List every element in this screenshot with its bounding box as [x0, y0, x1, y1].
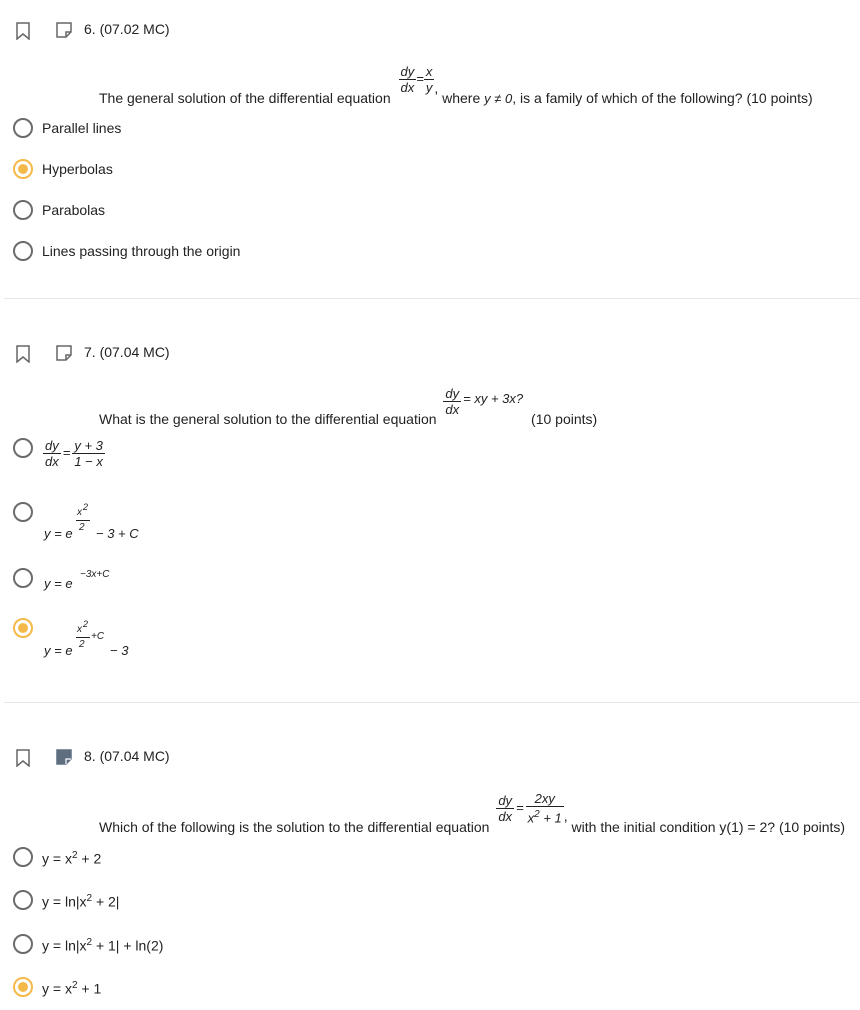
question-prompt: The general solution of the differential equation $\frac{dy}{dx}$ = $\frac{x}{y}$ , where y ≠ 0, is a family of which of the following? (10 points) [99, 64, 813, 107]
equation-fraction: $\frac{dy}{dx}$ [445, 386, 460, 417]
option-c-expression: y = e −3x+C [44, 569, 110, 591]
question-prompt: What is the general solution to the differential equation $\frac{dy}{dx}$ = xy + 3x? (10 points) [99, 386, 598, 428]
option-parallel-lines[interactable]: Parallel lines [13, 118, 121, 138]
question-prompt: Which of the following is the solution to the differential equation $\frac{dy}{dx}$ = $\frac{2xy}{x^2 + 1}$ , with the initial condition y(1) = 2? (10 points) [99, 791, 846, 835]
question-title: 7. (07.04 MC) [84, 344, 170, 360]
option-lines-through-origin[interactable]: Lines passing through the origin [13, 241, 240, 261]
option-c[interactable] [13, 568, 33, 588]
note-icon[interactable] [55, 344, 73, 362]
option-b[interactable] [13, 502, 33, 522]
divider [4, 298, 860, 299]
radio-button-selected[interactable] [13, 159, 33, 179]
option-a[interactable]: $y = x^2 + 2$ [13, 847, 101, 867]
option-a[interactable]: $\frac{dy}{dx}$ = $\frac{y + 3}{1 - x}$ [13, 438, 105, 469]
radio-button[interactable] [13, 847, 33, 867]
question-title: 8. (07.04 MC) [84, 748, 170, 764]
option-d[interactable] [13, 618, 33, 638]
bookmark-icon[interactable] [15, 345, 31, 363]
question-title: 6. (07.02 MC) [84, 21, 170, 37]
radio-button[interactable] [13, 118, 33, 138]
option-c[interactable]: $y = \ln|x^2 + 1| + \ln(2)$ [13, 934, 163, 954]
radio-button[interactable] [13, 438, 33, 458]
equation-fraction: $\frac{dy}{dx}$ [498, 792, 513, 824]
divider [4, 702, 860, 703]
question-7 [0, 300, 860, 702]
radio-button[interactable] [13, 890, 33, 910]
option-b-expression: x 2 2 y = e − 3 + C [44, 502, 139, 541]
radio-button[interactable] [13, 934, 33, 954]
radio-button[interactable] [13, 502, 33, 522]
option-parabolas[interactable]: Parabolas [13, 200, 105, 220]
radio-button[interactable] [13, 200, 33, 220]
bookmark-icon[interactable] [15, 22, 31, 40]
option-d-expression: x 2 2 +C y = e − 3 [44, 619, 129, 658]
question-6 [0, 0, 860, 300]
option-hyperbolas[interactable]: Hyperbolas [13, 159, 113, 179]
radio-button[interactable] [13, 241, 33, 261]
note-icon[interactable] [55, 21, 73, 39]
option-d[interactable]: $y = x^2 + 1$ [13, 977, 101, 997]
equation-fraction: $\frac{dy}{dx}$ [400, 64, 415, 95]
radio-button-selected[interactable] [13, 977, 33, 997]
question-8 [0, 704, 860, 1010]
radio-button[interactable] [13, 568, 33, 588]
bookmark-icon[interactable] [15, 749, 31, 767]
note-icon-filled[interactable] [55, 748, 73, 766]
radio-button-selected[interactable] [13, 618, 33, 638]
option-b[interactable]: $y = \ln|x^2 + 2|$ [13, 890, 119, 910]
